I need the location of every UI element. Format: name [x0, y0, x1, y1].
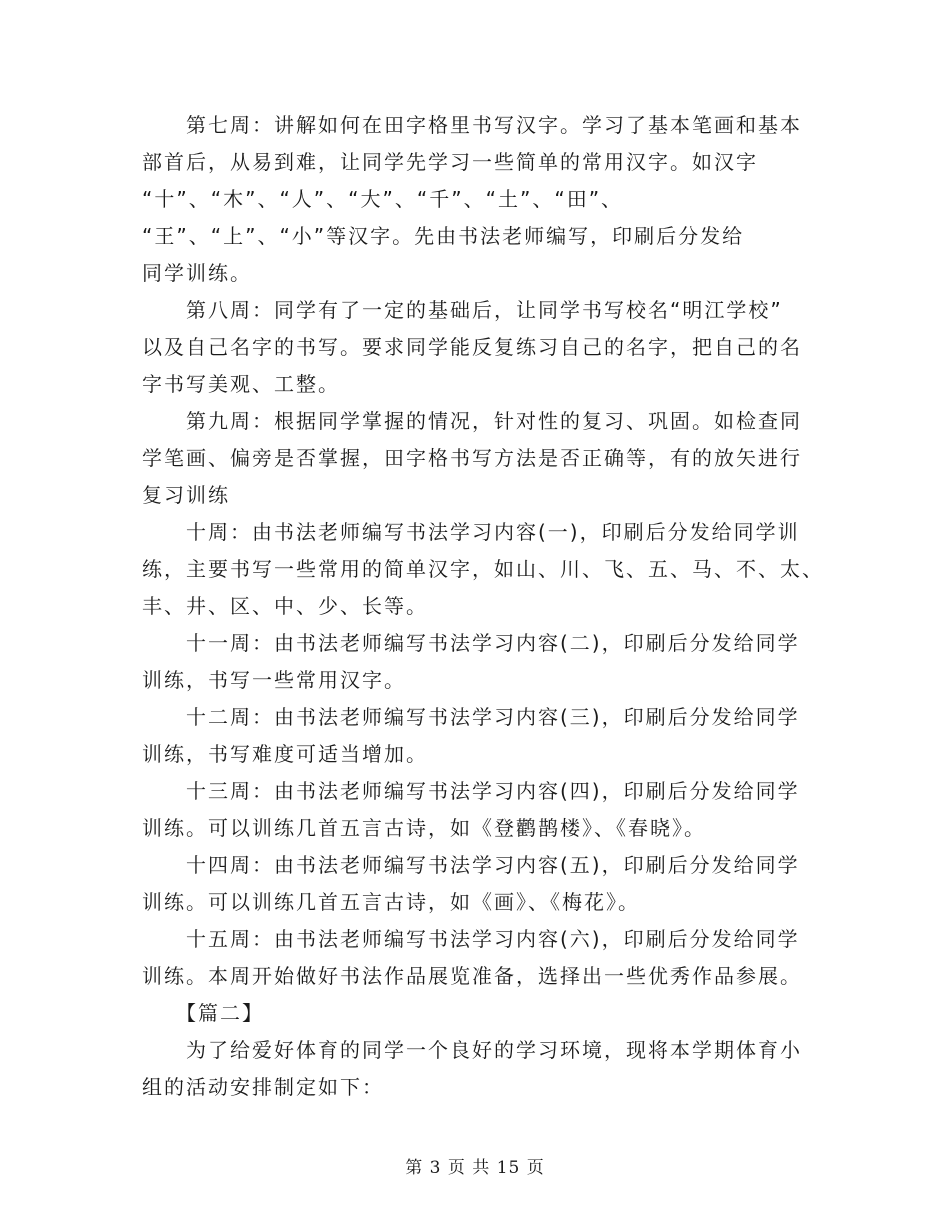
paragraph-intro-pe: [142, 1032, 812, 1106]
paragraph-week11: [142, 625, 812, 699]
text-line: 同学训练。: [142, 261, 252, 285]
text-line: 部首后，从易到难，让同学先学习一些简单的常用汉字。如汉字: [142, 150, 758, 174]
text-line: “王”、“上”、“小”等汉字。先由书法老师编写，印刷后分发给: [142, 224, 745, 248]
text-line: 十五周：由书法老师编写书法学习内容(六)，印刷后分发给同学: [142, 927, 800, 951]
text-line: 十一周：由书法老师编写书法学习内容(二)，印刷后分发给同学: [142, 631, 800, 655]
paragraph-week13: [142, 773, 812, 847]
section-heading: [142, 995, 812, 1032]
paragraph-week8: [142, 292, 812, 403]
text-line: 【篇二】: [142, 1001, 264, 1025]
text-line: 字书写美观、工整。: [142, 372, 340, 396]
text-line: 十二周：由书法老师编写书法学习内容(三)，印刷后分发给同学: [142, 705, 800, 729]
text-line: 复习训练: [142, 483, 230, 507]
text-line: 第九周：根据同学掌握的情况，针对性的复习、巩固。如检查同: [142, 409, 802, 433]
text-line: 训练。可以训练几首五言古诗，如《登鹳鹊楼》、《春晓》。: [142, 816, 706, 840]
text-line: 第八周：同学有了一定的基础后，让同学书写校名“明江学校”: [142, 298, 783, 322]
text-line: 丰、井、区、中、少、长等。: [142, 594, 428, 618]
text-line: “十”、“木”、“人”、“大”、“千”、“土”、“田”、: [142, 187, 624, 211]
paragraph-week7: [142, 107, 812, 292]
text-line: 训练，书写难度可适当增加。: [142, 742, 428, 766]
text-line: 训练，书写一些常用汉字。: [142, 668, 406, 692]
text-line: 十三周：由书法老师编写书法学习内容(四)，印刷后分发给同学: [142, 779, 800, 803]
paragraph-week12: [142, 699, 812, 773]
paragraph-week14: [142, 847, 812, 921]
text-line: 学笔画、偏旁是否掌握，田字格书写方法是否正确等，有的放矢进行: [142, 446, 802, 470]
text-line: 练，主要书写一些常用的简单汉字，如山、川、飞、五、马、不、太、: [142, 557, 824, 581]
text-line: 训练。可以训练几首五言古诗，如《画》、《梅花》。: [142, 890, 640, 914]
paragraph-week15: [142, 921, 812, 995]
text-line: 组的活动安排制定如下：: [142, 1075, 384, 1099]
text-line: 十四周：由书法老师编写书法学习内容(五)，印刷后分发给同学: [142, 853, 800, 877]
text-line: 训练。本周开始做好书法作品展览准备，选择出一些优秀作品参展。: [142, 964, 802, 988]
page-footer: 第 3 页 共 15 页: [405, 1158, 545, 1178]
text-line: 以及自己名字的书写。要求同学能反复练习自己的名字，把自己的名: [142, 335, 802, 359]
text-line: 为了给爱好体育的同学一个良好的学习环境，现将本学期体育小: [142, 1038, 802, 1062]
document-body: [142, 107, 824, 1106]
paragraph-week9: [142, 403, 812, 514]
paragraph-week10: [142, 514, 824, 625]
text-line: 十周：由书法老师编写书法学习内容(一)，印刷后分发给同学训: [142, 520, 800, 544]
text-line: 第七周：讲解如何在田字格里书写汉字。学习了基本笔画和基本: [142, 113, 802, 137]
